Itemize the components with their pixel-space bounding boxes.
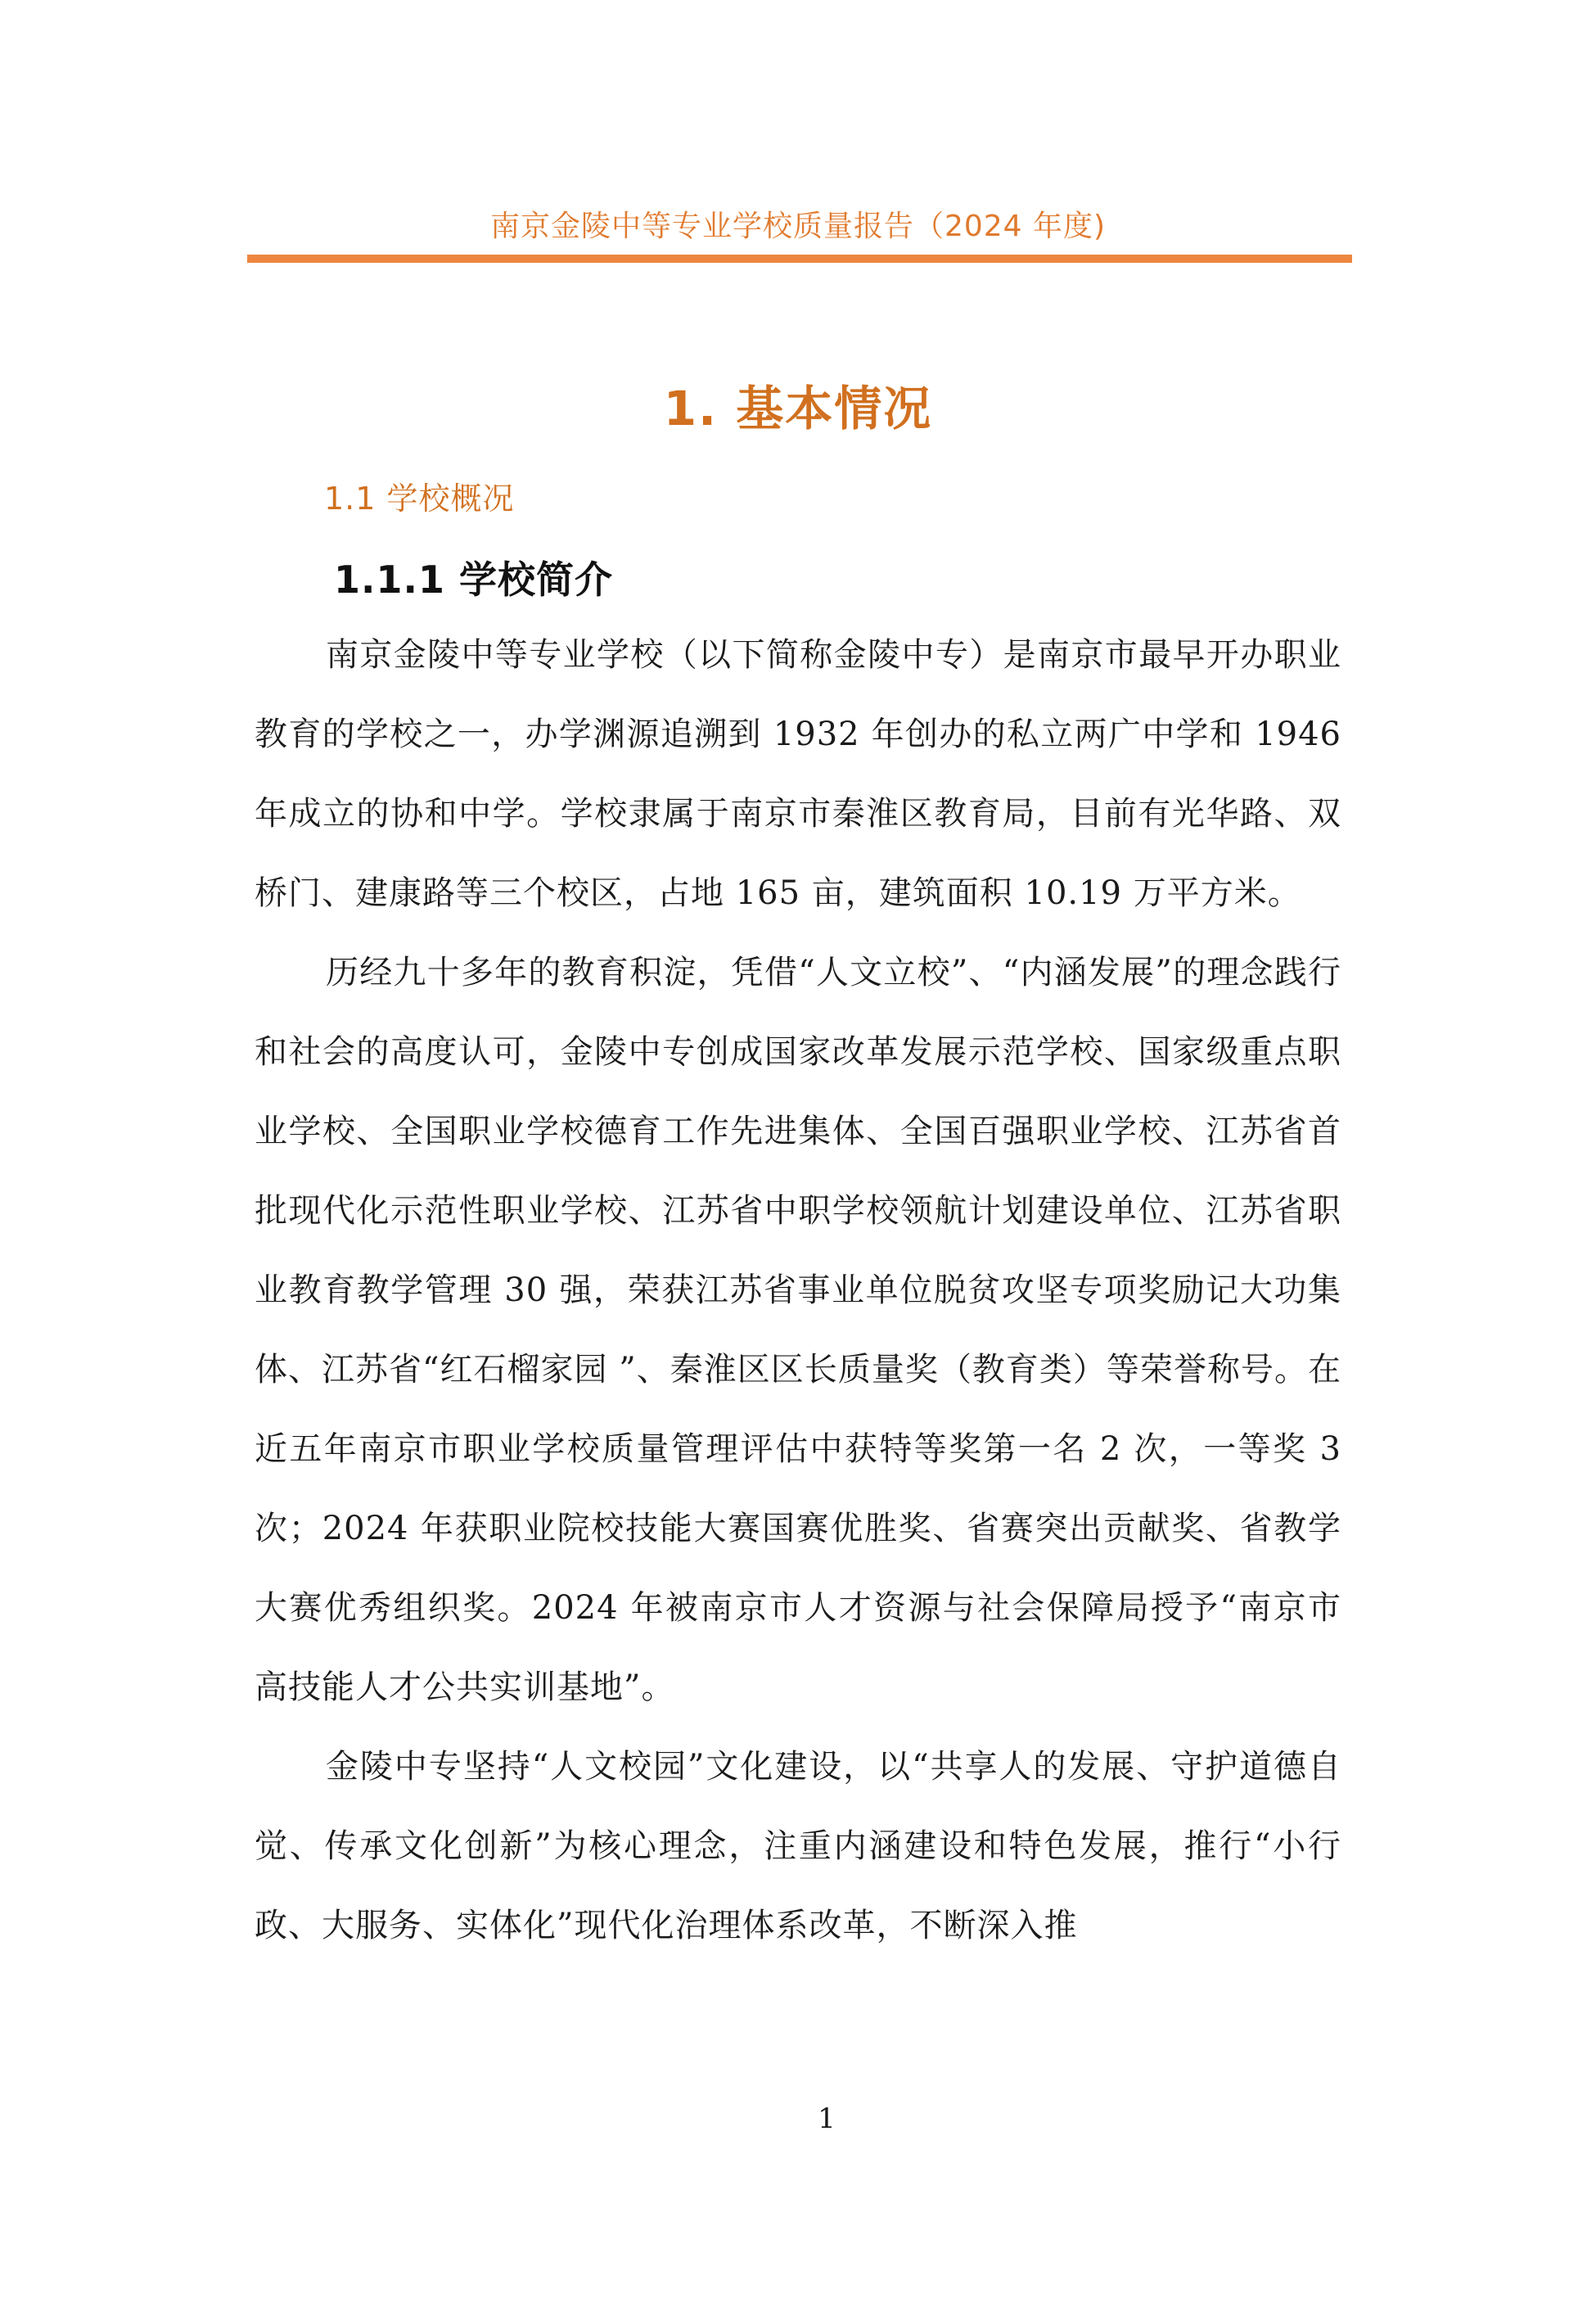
chapter-title: 1. 基本情况 [663, 381, 933, 436]
running-header: 南京金陵中等专业学校质量报告（2024 年度) [489, 210, 1107, 243]
subsection-title: 1.1.1 学校简介 [334, 558, 613, 602]
paragraph-culture: 金陵中专坚持“人文校园”文化建设，以“共享人的发展、守护道德自觉、传承文化创新”为核心理念，注重内涵建设和特色发展，推行“小行政、大服务、实体化”现代化治理体系改革，不断深入推 [255, 1748, 1341, 1944]
header-divider [247, 255, 1352, 263]
page-number: 1 [818, 2102, 836, 2135]
paragraph-honors: 历经九十多年的教育积淀，凭借“人文立校”、“内涵发展”的理念践行和社会的高度认可，金陵中专创成国家改革发展示范学校、国家级重点职业学校、全国职业学校德育工作先进集体、全国百强职业学校、江苏省首批现代化示范性职业学校、江苏省中职学校领航计划建设单位、江苏省职业教育教学管理 30 强，荣获江苏省事业单位脱贫攻坚专项奖励记大功集体、江苏省“红石榴家园 ”、秦淮区区长质量奖（教育类）等荣誉称号。在近五年南京市职业学校质量管理评估中获特等奖第一名 2 次，一等奖 3 次；2024 年获职业院校技能大赛国赛优胜奖、省赛突出贡献奖、省教学大赛优秀组织奖。2024 年被南京市人才资源与社会保障局授予“南京市高技能人才公共实训基地”。 [255, 954, 1341, 1706]
paragraph-intro: 南京金陵中等专业学校（以下简称金陵中专）是南京市最早开办职业教育的学校之一，办学渊源追溯到 1932 年创办的私立两广中学和 1946 年成立的协和中学。学校隶属于南京市秦淮区教育局，目前有光华路、双桥门、建康路等三个校区，占地 165 亩，建筑面积 10.19 万平方米。 [255, 636, 1341, 912]
body-text [255, 616, 1341, 1966]
section-title: 1.1 学校概况 [324, 481, 515, 517]
